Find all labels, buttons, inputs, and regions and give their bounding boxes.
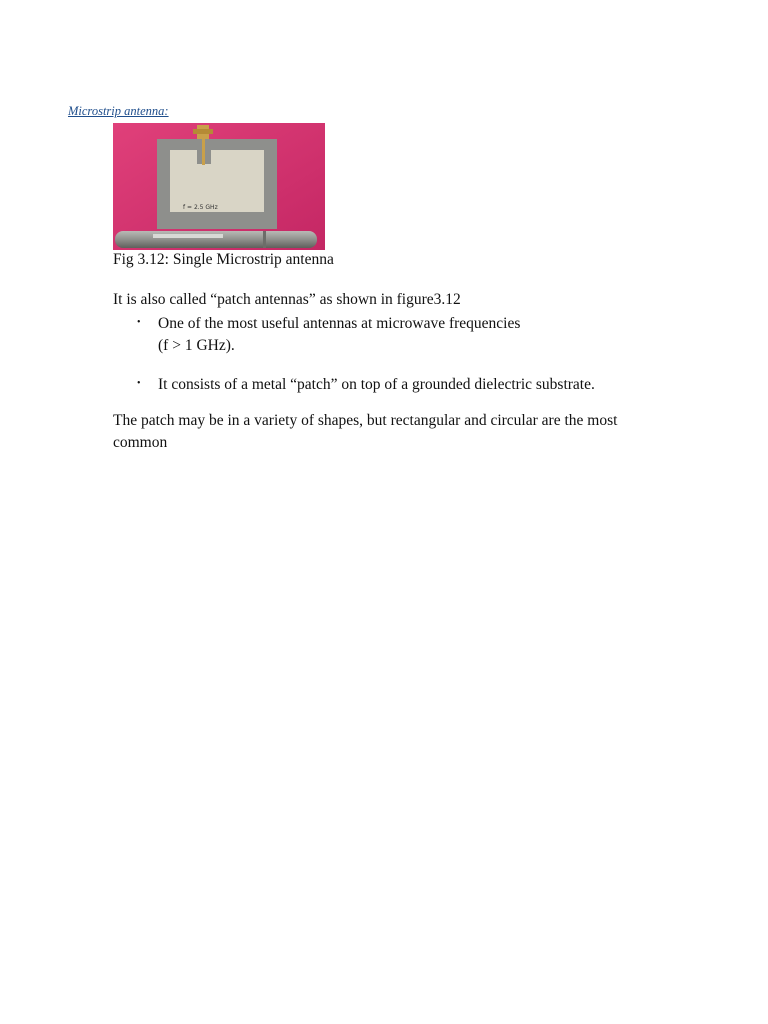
bullet-marker: • [137, 317, 141, 328]
bullet-line: It consists of a metal “patch” on top of a grounded dielectric substrate. [158, 376, 595, 393]
body-paragraph: The patch may be in a variety of shapes, but rectangular and circular are the most common [113, 412, 618, 451]
antenna-photo-image [113, 123, 325, 250]
figure-caption: Fig 3.12: Single Microstrip antenna [113, 251, 334, 268]
bullet-marker: • [137, 378, 141, 389]
frequency-label: f = 2.5 GHz [183, 204, 218, 211]
section-heading-link[interactable]: Microstrip antenna: [68, 104, 169, 118]
metal-patch [170, 150, 264, 212]
antenna-photo [113, 123, 325, 250]
bullet-line: (f > 1 GHz). [158, 337, 235, 354]
bullet-line: One of the most useful antennas at microwave frequencies [158, 315, 521, 332]
bullet-item-2 [137, 374, 595, 396]
pen [115, 231, 317, 248]
intro-text: It is also called “patch antennas” as shown in figure3.12 [113, 291, 461, 308]
bullet-item-1 [137, 313, 521, 357]
